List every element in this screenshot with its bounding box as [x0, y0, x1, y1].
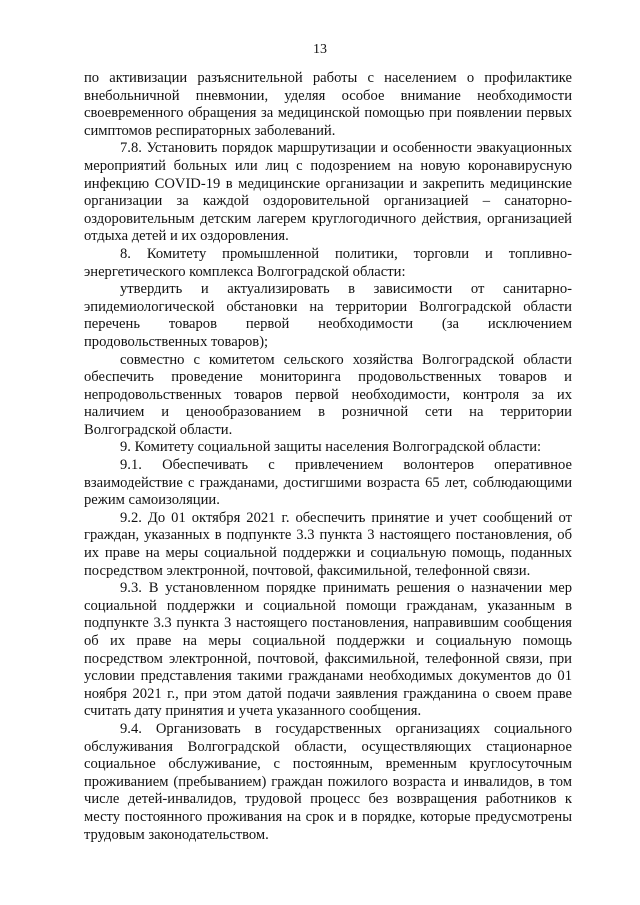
paragraph-9-3: 9.3. В установленном порядке принимать решения о назначении мер социальной поддержки и социальной помощи гражданам, указанным в подпункте 3.3 пункта 3 настоящего постановления, направившим сообщения об их праве на меры социальной поддержки и социальную помощь посредством электронной, почтовой, факсимильной, телефонной связи, при условии представления такими гражданами необходимых документов до 01 ноября 2021 г., при этом датой подачи заявления гражданина о своем праве считать дату принятия и учета указанного сообщения.: [84, 580, 572, 720]
document-body: [84, 70, 572, 844]
paragraph-9: 9. Комитету социальной защиты населения Волгоградской области:: [120, 439, 542, 456]
paragraph-8-item-1: утвердить и актуализировать в зависимости от санитарно-эпидемиологической обстановки на территории Волгоградской области перечень товаров первой необходимости (за исключением продовольственных товаров);: [84, 281, 572, 350]
page-number: 13: [313, 42, 327, 57]
paragraph-9-2: 9.2. До 01 октября 2021 г. обеспечить принятие и учет сообщений от граждан, указанных в подпункте 3.3 пункта 3 настоящего постановления, об их праве на меры социальной поддержки и социальную помощь, поданных посредством электронной, почтовой, факсимильной, телефонной связи.: [84, 509, 572, 579]
paragraph-8-item-2: совместно с комитетом сельского хозяйства Волгоградской области обеспечить проведение мониторинга продовольственных товаров и непродовольственных товаров первой необходимости, контроля за их наличием и ценообразованием в розничной сети на территории Волгоградской области.: [84, 351, 572, 438]
paragraph-7-8: 7.8. Установить порядок маршрутизации и особенности эвакуационных мероприятий больных или лиц с подозрением на новую коронавирусную инфекцию COVID-19 в медицинские организации и закрепить медицинские организации за каждой оздоровительной организацией – санаторно-оздоровительным детским лагерем круглогодичного действия, организацией отдыха детей и их оздоровления.: [84, 140, 572, 245]
paragraph-8: 8. Комитету промышленной политики, торговли и топливно-энергетического комплекса Волгоградской области:: [84, 245, 572, 280]
paragraph-9-1: 9.1. Обеспечивать с привлечением волонтеров оперативное взаимодействие с гражданами, достигшими возраста 65 лет, соблюдающими режим самоизоляции.: [84, 457, 572, 509]
paragraph-continuation: по активизации разъяснительной работы с населением о профилактике внебольничной пневмонии, уделяя особое внимание необходимости своевременного обращения за медицинской помощью при появлении первых симптомов респираторных заболеваний.: [84, 70, 572, 139]
paragraph-9-4: 9.4. Организовать в государственных организациях социального обслуживания Волгоградской области, осуществляющих стационарное социальное обслуживание, с постоянным, временным круглосуточным проживанием (пребыванием) граждан пожилого возраста и инвалидов, в том числе детей-инвалидов, трудовой процесс без возвращения работников к месту постоянного проживания на срок и в порядке, которые предусмотрены трудовым законодательством.: [84, 720, 572, 843]
